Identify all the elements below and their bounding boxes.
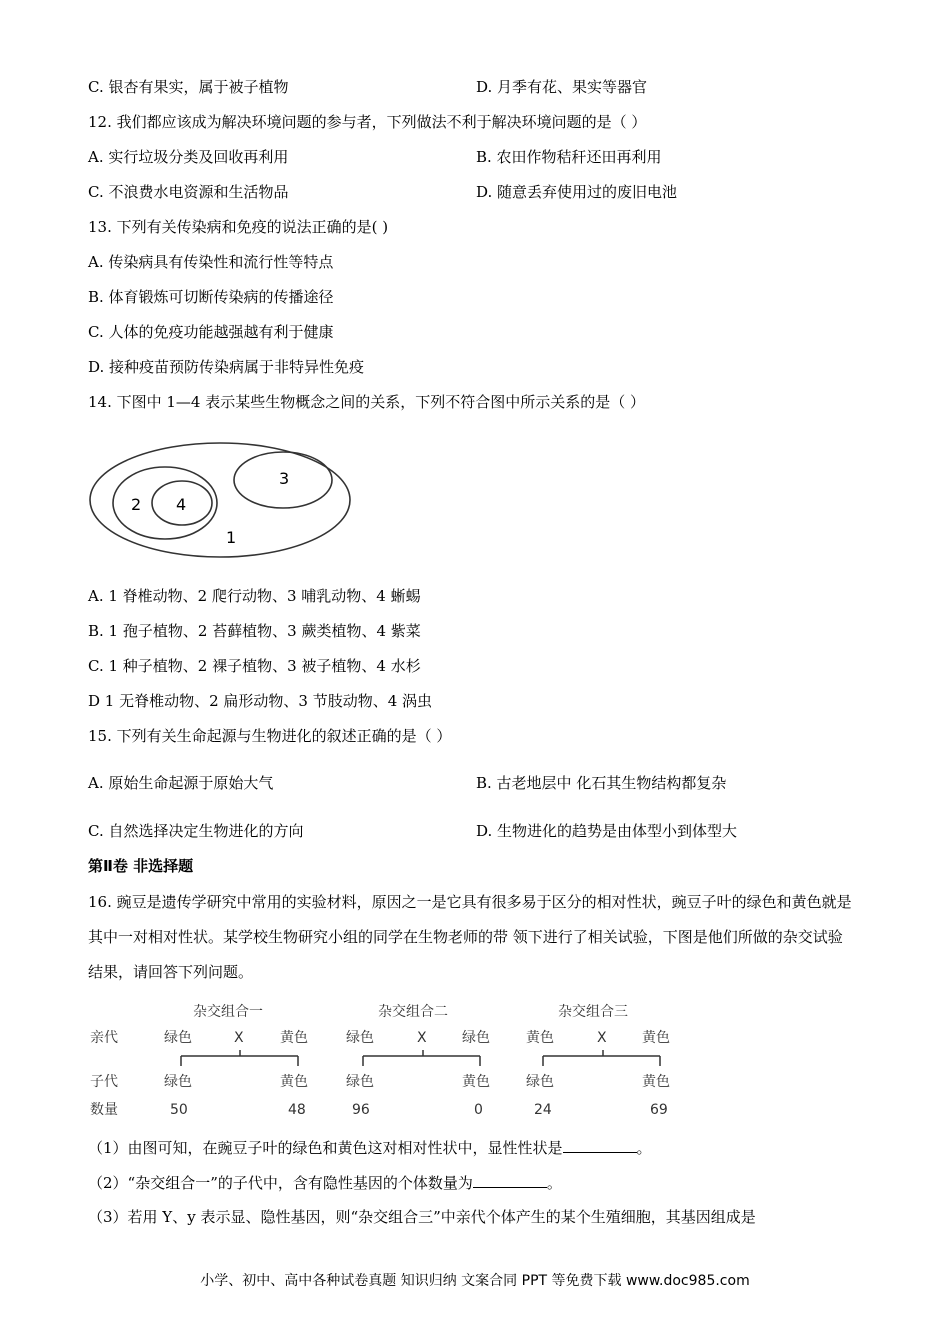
group2-bracket [363,1050,480,1066]
group1-offspring1: 绿色 [164,1074,192,1090]
group2-count1: 96 [352,1102,370,1118]
group2-parent2: 绿色 [462,1030,490,1046]
q16-sub2-end: 。 [546,1174,562,1192]
group1-count2: 48 [288,1102,306,1118]
q13-option-a: A. 传染病具有传染性和流行性等特点 [88,253,334,271]
group3-parent2: 黄色 [642,1030,670,1046]
q14-option-a: A. 1 脊椎动物、2 爬行动物、3 哺乳动物、4 蜥蜴 [88,587,421,605]
venn-label-3: 3 [279,469,290,488]
q12-option-d: D. 随意丢弃使用过的废旧电池 [476,183,678,201]
group3-name: 杂交组合三 [558,1004,628,1020]
q13-option-c: C. 人体的免疫功能越强越有利于健康 [88,323,334,341]
q11-option-d: D. 月季有花、果实等器官 [476,78,648,96]
group3-count1: 24 [534,1102,552,1118]
q13-option-b: B. 体育锻炼可切断传染病的传播途径 [88,288,334,306]
q16-stem: 16. 豌豆是遗传学研究中常用的实验材料，原因之一是它具有很多易于区分的相对性状，豌豆子叶的绿色和黄色就是其中一对相对性状。某学校生物研究小组的同学在生物老师的带 领下进行了相关试验，下图是他们所做的杂交试验结果，请回答下列问题。 [88,893,852,981]
q14-stem: 14. 下图中 1—4 表示某些生物概念之间的关系，下列不符合图中所示关系的是（ ） [88,393,646,411]
venn-label-4: 4 [176,495,187,514]
q11-option-c: C. 银杏有果实，属于被子植物 [88,78,289,96]
venn-set-2 [113,467,217,539]
venn-label-1: 1 [226,528,237,547]
group3-offspring1: 绿色 [526,1074,554,1090]
q13-stem: 13. 下列有关传染病和免疫的说法正确的是( ) [88,218,389,236]
venn-diagram [88,440,358,565]
row-label-count: 数量 [90,1102,118,1118]
group3-parent1: 黄色 [526,1030,554,1046]
q16-sub3: （3）若用 Y、y 表示显、隐性基因，则“杂交组合三”中亲代个体产生的某个生殖细胞，其基因组成是 [88,1208,756,1226]
q15-option-a: A. 原始生命起源于原始大气 [88,774,274,792]
group3-bracket [543,1050,660,1066]
section-title: 第Ⅱ卷 非选择题 [88,857,194,875]
group1-name: 杂交组合一 [193,1004,263,1020]
q16-sub1 [88,1137,652,1158]
q16-sub1-text: （1）由图可知，在豌豆子叶的绿色和黄色这对相对性状中，显性性状是 [88,1139,563,1157]
q12-stem: 12. 我们都应该成为解决环境问题的参与者，下列做法不利于解决环境问题的是（ ） [88,113,647,131]
q13-option-d: D. 接种疫苗预防传染病属于非特异性免疫 [88,358,365,376]
q15-option-b: B. 古老地层中 化石其生物结构都复杂 [476,774,727,792]
group1-count1: 50 [170,1102,188,1118]
group3-count2: 69 [650,1102,668,1118]
group1-parent2: 黄色 [280,1030,308,1046]
venn-label-2: 2 [131,495,142,514]
q15-option-c: C. 自然选择决定生物进化的方向 [88,822,304,840]
page-footer: 小学、初中、高中各种试卷真题 知识归纳 文案合同 PPT 等免费下载 www.doc985.com [200,1273,750,1289]
group2-cross: X [417,1030,427,1046]
row-label-parent: 亲代 [90,1030,118,1046]
q16-sub1-blank [563,1137,637,1153]
group2-offspring2: 黄色 [462,1074,490,1090]
q12-option-a: A. 实行垃圾分类及回收再利用 [88,148,289,166]
group1-cross: X [234,1030,244,1046]
venn-set-1 [90,443,350,557]
q16-sub2-blank [473,1172,547,1188]
group2-count2: 0 [474,1102,483,1118]
q16-sub2-text: （2）“杂交组合一”的子代中，含有隐性基因的个体数量为 [88,1174,473,1192]
group3-offspring2: 黄色 [642,1074,670,1090]
q12-option-c: C. 不浪费水电资源和生活物品 [88,183,289,201]
q14-option-c: C. 1 种子植物、2 裸子植物、3 被子植物、4 水杉 [88,657,421,675]
group1-parent1: 绿色 [164,1030,192,1046]
group2-parent1: 绿色 [346,1030,374,1046]
cross-table [88,998,708,1120]
group2-offspring1: 绿色 [346,1074,374,1090]
q15-option-d: D. 生物进化的趋势是由体型小到体型大 [476,822,738,840]
q16-sub1-end: 。 [636,1139,652,1157]
q15-stem: 15. 下列有关生命起源与生物进化的叙述正确的是（ ） [88,727,452,745]
q14-option-b: B. 1 孢子植物、2 苔藓植物、3 蕨类植物、4 紫菜 [88,622,421,640]
row-label-offspring: 子代 [90,1074,118,1090]
q12-option-b: B. 农田作物秸秆还田再利用 [476,148,662,166]
q16-sub2 [88,1172,562,1193]
q14-option-d: D 1 无脊椎动物、2 扁形动物、3 节肢动物、4 涡虫 [88,692,433,710]
group2-name: 杂交组合二 [378,1004,448,1020]
group3-cross: X [597,1030,607,1046]
group1-bracket [181,1050,298,1066]
group1-offspring2: 黄色 [280,1074,308,1090]
